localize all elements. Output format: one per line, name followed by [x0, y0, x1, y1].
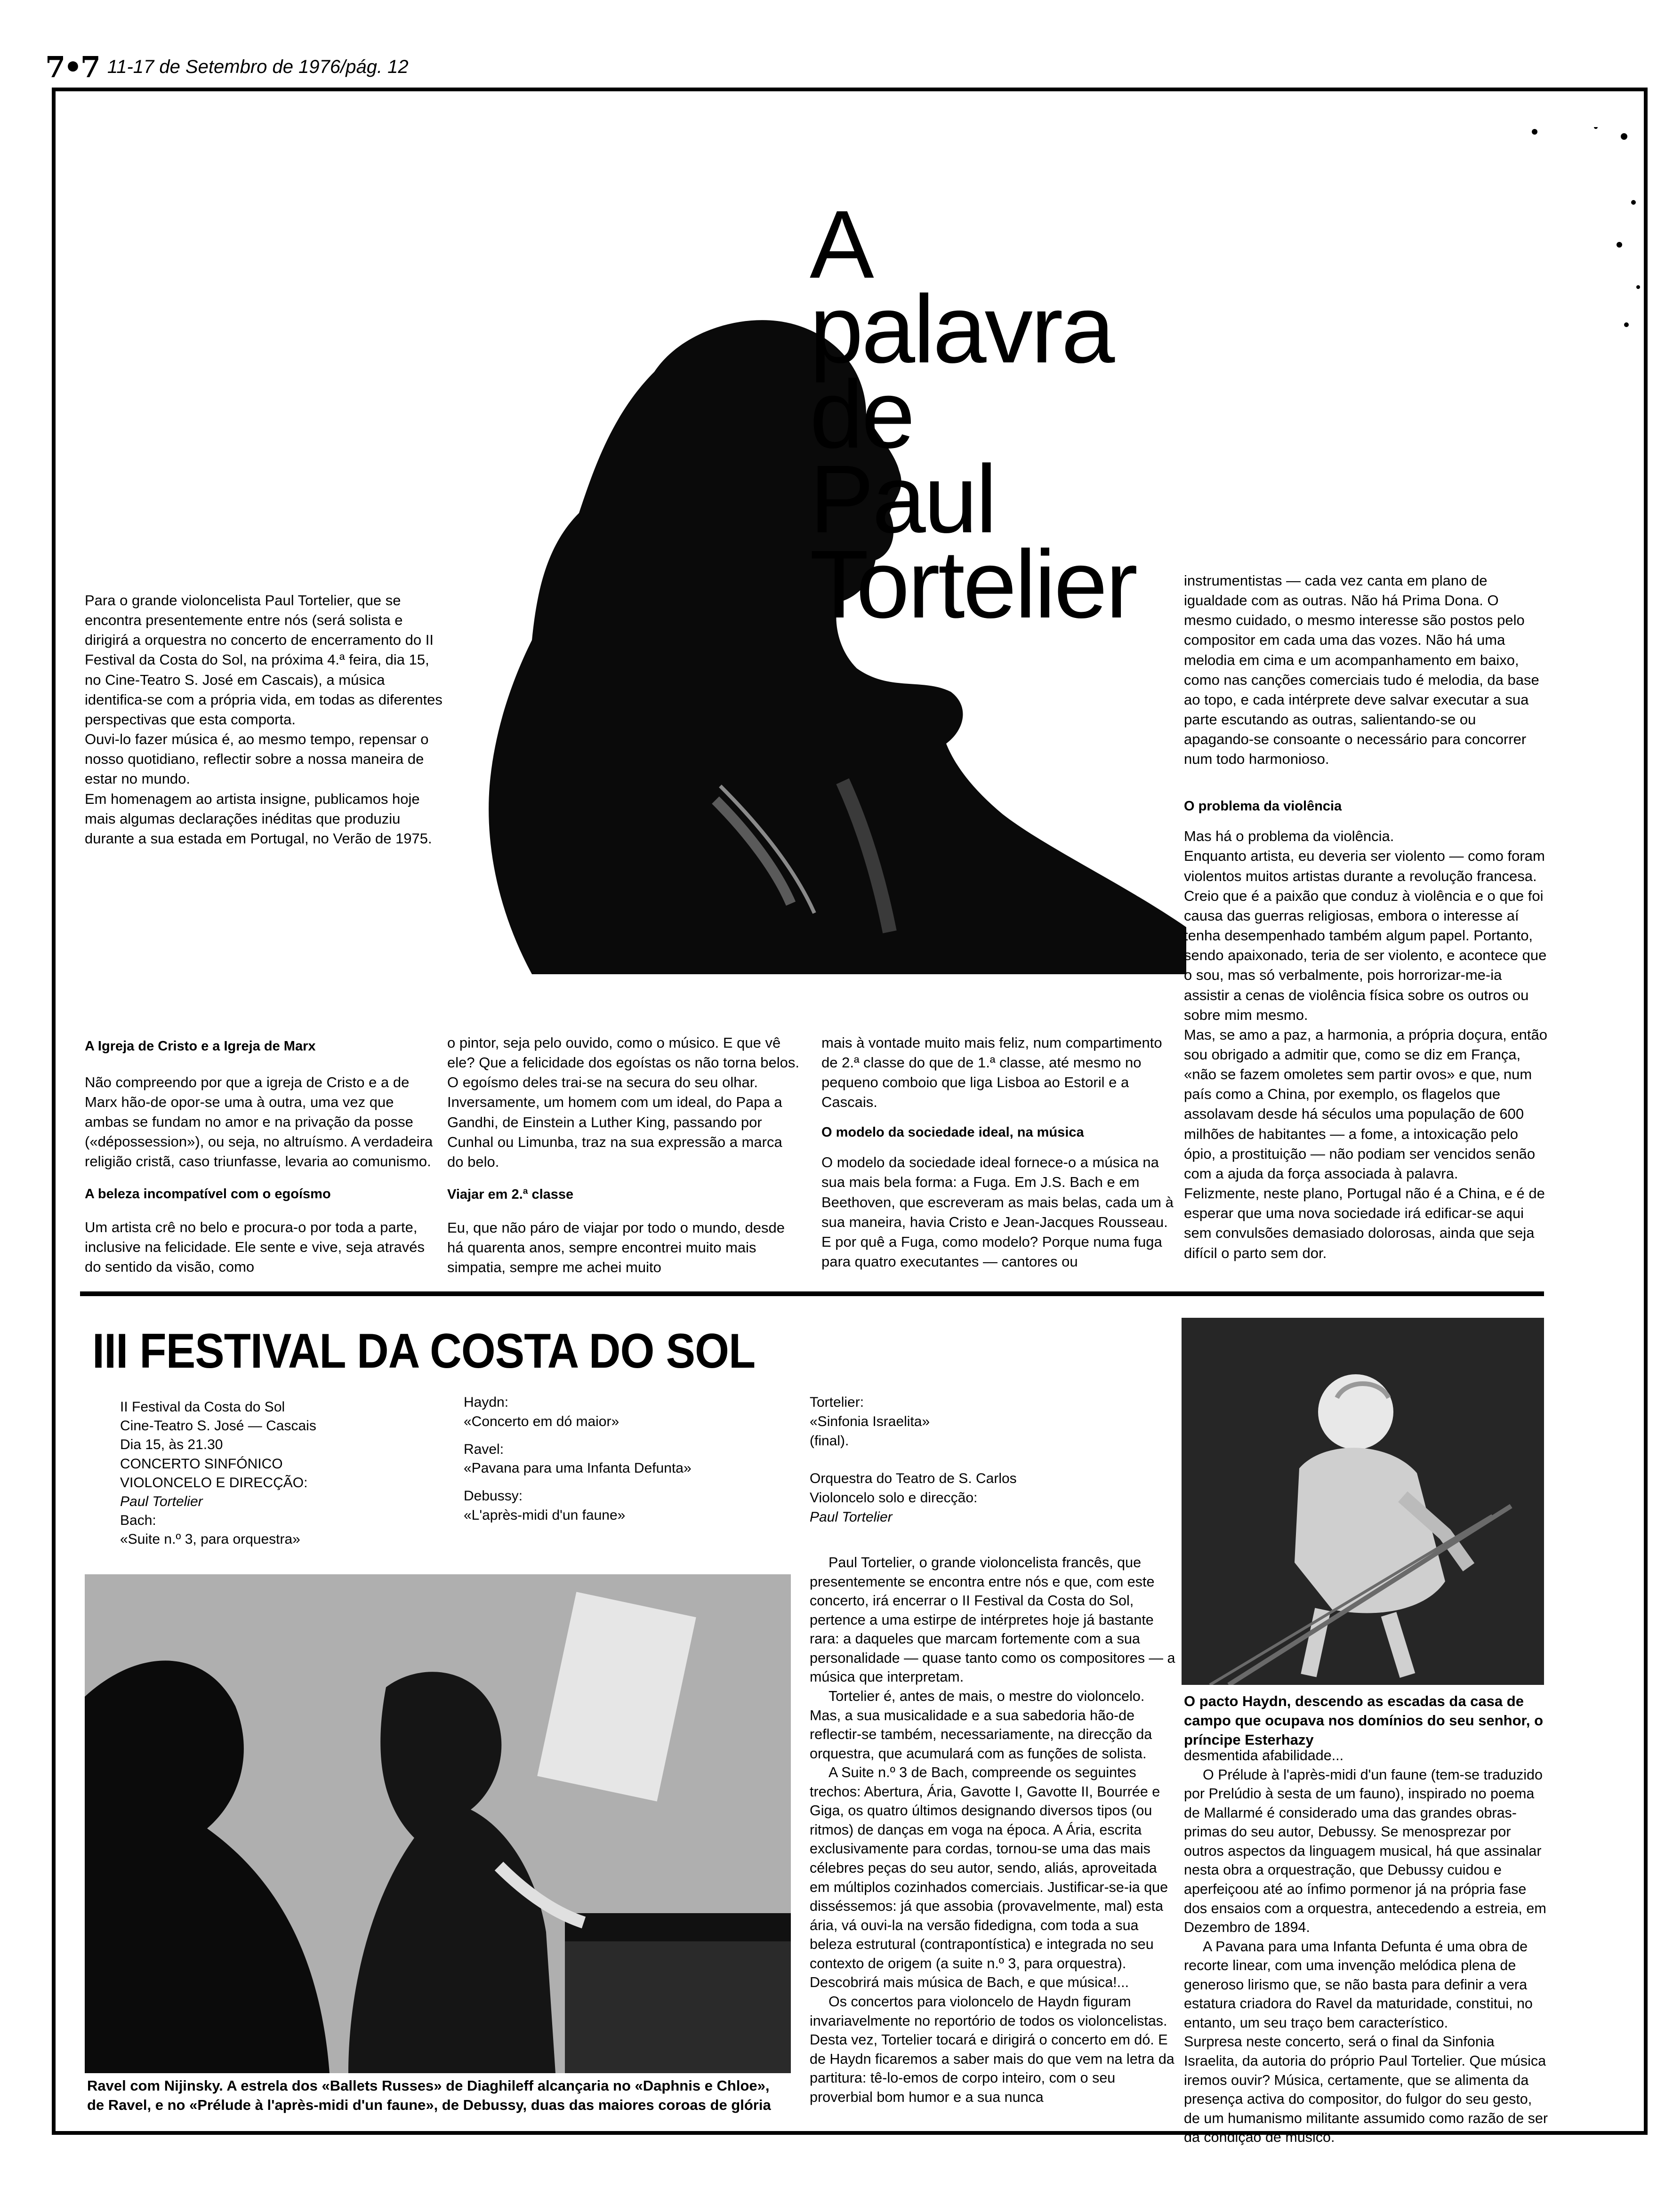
program-line: Paul Tortelier: [810, 1509, 893, 1525]
section-heading-beauty: A beleza incompatível com o egoísmo: [85, 1186, 331, 1202]
program-line: (final).: [810, 1433, 849, 1449]
newspaper-logo: 7•7: [45, 49, 99, 84]
program-line: Debussy:: [464, 1488, 523, 1504]
right-column-text: instrumentistas — cada vez canta em plano de igualdade com as outras. Não há Prima Dona. O mesmo cuidado, o mesmo interesse são postos pelo compositor em cada uma das vozes. Não há uma melodia em cima e um acompanhamento em baixo, como nas canções comerciais tudo é melodia, da base ao topo, e cada intérprete deve salvar executar a sua parte escutando as outras, salientando-se ou apagando-se consoante o necessário para concorrer num todo harmonioso.: [1184, 572, 1539, 768]
festival-article-center: [810, 1553, 1177, 2107]
program-line: Dia 15, às 21.30: [120, 1437, 223, 1453]
issue-date: 11-17 de Setembro de 1976/pág. 12: [107, 56, 409, 77]
festival-paragraph: Paul Tortelier, o grande violoncelista francês, que presentemente se encontra entre nós e que, com este concerto, irá encerrar o II Festival da Costa do Sol, pertence a uma estirpe de intérpretes hoje já bastante rara: a daqueles que marcam fortemente com a sua personalidade — quase tanto como os compositores — a música que interpretam.: [810, 1555, 1175, 1685]
program-column-3: [810, 1393, 1167, 1527]
program-line: CONCERTO SINFÓNICO: [120, 1456, 283, 1472]
intro-paragraph: Para o grande violoncelista Paul Tortelier, que se encontra presentemente entre nós (será solista e dirigirá a orquestra no concerto de encerramento do II Festival da Costa do Sol, na próxima 4.ª feira, dia 15, no Cine-Teatro S. José em Cascais), a música identifica-se com a própria vida, em todas as diferentes perspectivas que esta comporta.: [85, 592, 442, 728]
program-line: Cine-Teatro S. José — Cascais: [120, 1418, 316, 1434]
article-intro: [85, 591, 447, 849]
program-line: II Festival da Costa do Sol: [120, 1399, 285, 1415]
program-line: Bach:: [120, 1513, 156, 1529]
festival-paragraph: Surpresa neste concerto, será o final da Sinfonia Israelita, da autoria do próprio Paul Tortelier. Que música iremos ouvir? Música, certamente, que se alimenta da presença activa do compositor, do fulgor do seu gesto, de um humanismo militante assumido como razão de ser da condição de músico.: [1184, 2034, 1548, 2146]
program-column-1: [120, 1398, 421, 1549]
program-line: «Suite n.º 3, para orquestra»: [120, 1531, 300, 1547]
ravel-nijinsky-illustration: [85, 1574, 791, 2073]
festival-paragraph: O Prélude à l'après-midi d'un faune (tem-se traduzido por Prelúdio à sesta de um fauno), inspirado no poema de Mallarmé é considerado uma das grandes obras-primas do seu autor, Debussy. Se menosprezar por outros aspectos da linguagem musical, há que assinalar nesta obra a orquestração, que Debussy cuidou e aperfeiçoou até ao ínfimo pormenor já na própria fase dos ensaios com a orquestra, antecedendo a estreia, em Dezembro de 1894.: [1184, 1766, 1546, 1936]
article-column-2: [447, 1033, 800, 1277]
ravel-photo-caption: Ravel com Nijinsky. A estrela dos «Ballets Russes» de Diaghileff alcançaria no «Daphnis e Chloe», de Ravel, e no «Prélude à l'après-midi d'un faune», de Debussy, duas das maiores coroas de glória: [87, 2077, 771, 2113]
section-heading-fugue: O modelo da sociedade ideal, na música: [821, 1124, 1084, 1140]
program-line: «Concerto em dó maior»: [464, 1413, 619, 1429]
program-line: «Pavana para uma Infanta Defunta»: [464, 1460, 692, 1476]
print-specks: [1525, 127, 1648, 362]
festival-article-right: [1184, 1746, 1549, 2147]
program-line: Violoncelo solo e direcção:: [810, 1490, 978, 1506]
program-line: Tortelier:: [810, 1395, 864, 1410]
festival-title: III FESTIVAL DA COSTA DO SOL: [92, 1324, 756, 1378]
festival-paragraph: Tortelier é, antes de mais, o mestre do violoncelo. Mas, a sua musicalidade e a sua sabedoria hão-de reflectir-se também, necessariamente, na direcção da orquestra, que acumulará com as funções de solista.: [810, 1688, 1152, 1762]
violence-paragraph: Mas, se amo a paz, a harmonia, a própria doçura, então sou obrigado a admitir que, como se diz em França, «não se fazem omoletes sem partir ovos» e que, num país como a China, por exemplo, os flagelos que assolavam desde há séculos uma população de 600 milhões de habitantes — a fome, a intoxicação pelo ópio, a prostituição — não podiam ser vencidos senão com a ajuda da força associada à palavra.: [1184, 1026, 1547, 1182]
haydn-illustration: [1182, 1318, 1544, 1685]
section-heading-church: A Igreja de Cristo e a Igreja de Marx: [85, 1039, 316, 1054]
intro-paragraph: Ouvi-lo fazer música é, ao mesmo tempo, repensar o nosso quotidiano, reflectir sobre a nossa maneira de estar no mundo.: [85, 731, 429, 787]
beauty-paragraph: Um artista crê no belo e procura-o por toda a parte, inclusive na felicidade. Ele sente e vive, seja através do sentido da visão, como: [85, 1219, 425, 1275]
article-column-3: [821, 1033, 1174, 1272]
festival-paragraph: A Suite n.º 3 de Bach, compreende os seguintes trechos: Abertura, Ária, Gavotte I, Gavotte II, Bourrée e Giga, os quatro últimos designando diversos tipos (ou ritmos) de danças em voga na época. A Ária, escrita exclusivamente para cordas, tornou-se uma das mais célebres peças do seu autor, sendo, aliás, aproveitada em múltiplos cozinhados comerciais. Justificar-se-ia que disséssemos: já que assobia (provavelmente, mal) esta ária, vá ouvi-la na versão fidedigna, com toda a sua beleza estrutural (contrapontística) e integrada no seu contexto de origem (a suite n.º 3, para orquestra). Descobrirá mais música de Bach, e que música!...: [810, 1764, 1168, 1991]
program-spacer: [810, 1451, 1167, 1469]
section-heading-travel: Viajar em 2.ª classe: [447, 1187, 574, 1202]
intro-paragraph: Em homenagem ao artista insigne, publicamos hoje mais algumas declarações inéditas que produziu durante a sua estada em Portugal, no Verão de 1975.: [85, 790, 432, 847]
program-line: «Sinfonia Israelita»: [810, 1413, 930, 1429]
program-line: Haydn:: [464, 1395, 509, 1410]
article-title: A palavra de Paul Tortelier: [810, 191, 1136, 638]
violence-paragraph: Mas há o problema da violência.: [1184, 828, 1394, 845]
section-heading-violence: O problema da violência: [1184, 798, 1342, 814]
festival-paragraph: Os concertos para violoncelo de Haydn figuram invariavelmente no reportório de todos os violoncelistas. Desta vez, Tortelier tocará e dirigirá o concerto em dó. E de Haydn ficaremos a saber mais do que vem na letra da partitura: tê-lo-emos de corpo inteiro, com o seu proverbial bom humor e a sua nunca: [810, 1993, 1174, 2105]
article-right-column: [1184, 571, 1549, 1263]
ravel-nijinsky-photo: [85, 1574, 791, 2073]
program-column-2: [464, 1393, 793, 1525]
festival-paragraph: A Pavana para uma Infanta Defunta é uma obra de recorte linear, com uma invenção melódica plena de generoso lirismo que, se não basta para definir a vera estatura criadora do Ravel da maturidade, constitui, no entanto, um seu traço bem característico.: [1184, 1938, 1533, 2031]
program-line: Ravel:: [464, 1441, 504, 1457]
masthead: [45, 49, 409, 84]
article-column-1: [85, 1038, 438, 1277]
beauty-continued-paragraph: o pintor, seja pelo ouvido, como o músico. E que vê ele? Que a felicidade dos egoístas os não torna belos. O egoísmo deles trai-se na secura do seu olhar. Inversamente, um homem com um ideal, do Papa a Gandhi, de Einstein a Luther King, passando por Cunhal ou Limunba, traz na sua expressão a marca do belo.: [447, 1034, 799, 1170]
haydn-photo: [1182, 1318, 1544, 1685]
haydn-photo-caption: O pacto Haydn, descendo as escadas da casa de campo que ocupava nos domínios do seu senhor, o príncipe Esterhazy: [1184, 1693, 1544, 1748]
program-line: «L'après-midi d'un faune»: [464, 1507, 626, 1523]
violence-paragraph: Felizmente, neste plano, Portugal não é a China, e é de esperar que uma nova sociedade irá edificar-se aqui sem convulsões demasiado dolorosas, ainda que seja difícil o parto sem dor.: [1184, 1185, 1545, 1261]
travel-continued-paragraph: mais à vontade muito mais feliz, num compartimento de 2.ª classe do que de 1.ª classe, até mesmo no pequeno comboio que liga Lisboa ao Estoril e a Cascais.: [821, 1034, 1162, 1111]
violence-paragraph: Enquanto artista, eu deveria ser violento — como foram violentos muitos artistas durante a revolução francesa. Creio que é a paixão que conduz à violência e o que foi causa das guerras religiosas, embora o interesse aí tenha desempenhado também algum papel. Portanto, sendo apaixonado, teria de ser violento, e acontece que o sou, mas só verbalmente, pois horrorizar-me-ia assistir a cenas de violência física sobre os outros ou sobre mim mesmo.: [1184, 848, 1547, 1023]
program-line: Orquestra do Teatro de S. Carlos: [810, 1471, 1017, 1487]
program-line: Paul Tortelier: [120, 1493, 203, 1509]
fugue-paragraph: O modelo da sociedade ideal fornece-o a música na sua mais bela forma: a Fuga. Em J.S. Bach e em Beethoven, que escreveram as mais belas, cada um à sua maneira, havia Cristo e Jean-Jacques Rousseau. E por quê a Fuga, como modelo? Porque numa fuga para quatro executantes — cantores ou: [821, 1154, 1174, 1270]
program-line: VIOLONCELO E DIRECÇÃO:: [120, 1475, 308, 1491]
section-divider: [80, 1291, 1544, 1296]
travel-paragraph: Eu, que não páro de viajar por todo o mundo, desde há quarenta anos, sempre encontrei muito mais simpatia, sempre me achei muito: [447, 1219, 785, 1276]
church-paragraph: Não compreendo por que a igreja de Cristo e a de Marx hão-de opor-se uma à outra, uma vez que ambas se fundam no amor e na privação da posse («dépossession»), ou seja, no altruísmo. A verdadeira religião cristã, caso triunfasse, levaria ao comunismo.: [85, 1074, 433, 1170]
festival-paragraph: desmentida afabilidade...: [1184, 1747, 1344, 1763]
